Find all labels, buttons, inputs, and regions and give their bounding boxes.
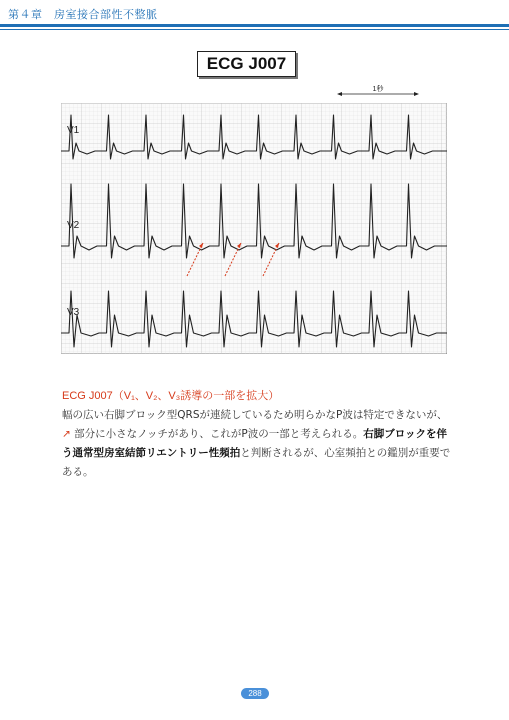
time-scale-arrow xyxy=(337,84,419,98)
caption-title: ECG J007（V₁、V₂、V₃誘導の一部を拡大） xyxy=(62,390,280,402)
header-rule xyxy=(0,24,509,27)
lead-label-v1: V1 xyxy=(67,125,80,136)
red-arrow-icon: ↗ xyxy=(62,428,71,440)
header-rule-thin xyxy=(0,29,509,30)
caption-body xyxy=(62,406,452,482)
caption-line-2: 部分に小さなノッチがあり、これがP波の一部と考えられる。 xyxy=(74,428,364,440)
caption-line-3: と判断されるが、心室頻拍との鑑別が重要である。 xyxy=(62,447,451,478)
chapter-title: 第４章 房室接合部性不整脈 xyxy=(8,8,158,21)
time-scale xyxy=(337,84,419,98)
lead-label-v3: V3 xyxy=(67,307,80,318)
page-header xyxy=(0,0,509,30)
caption-bold-diagnosis: 右脚ブロックを伴う通常型房室結節リエントリー性頻拍 xyxy=(62,428,448,459)
lead-label-v2: V2 xyxy=(67,220,80,231)
ecg-figure-label: ECG J007 xyxy=(197,51,296,77)
time-scale-label: 1秒 xyxy=(372,86,384,93)
page-number: 288 xyxy=(241,688,269,699)
ecg-strip xyxy=(61,103,447,354)
caption-line-1: 幅の広い右脚ブロック型QRSが連続しているため明らかなP波は特定できないが、 xyxy=(62,409,448,421)
